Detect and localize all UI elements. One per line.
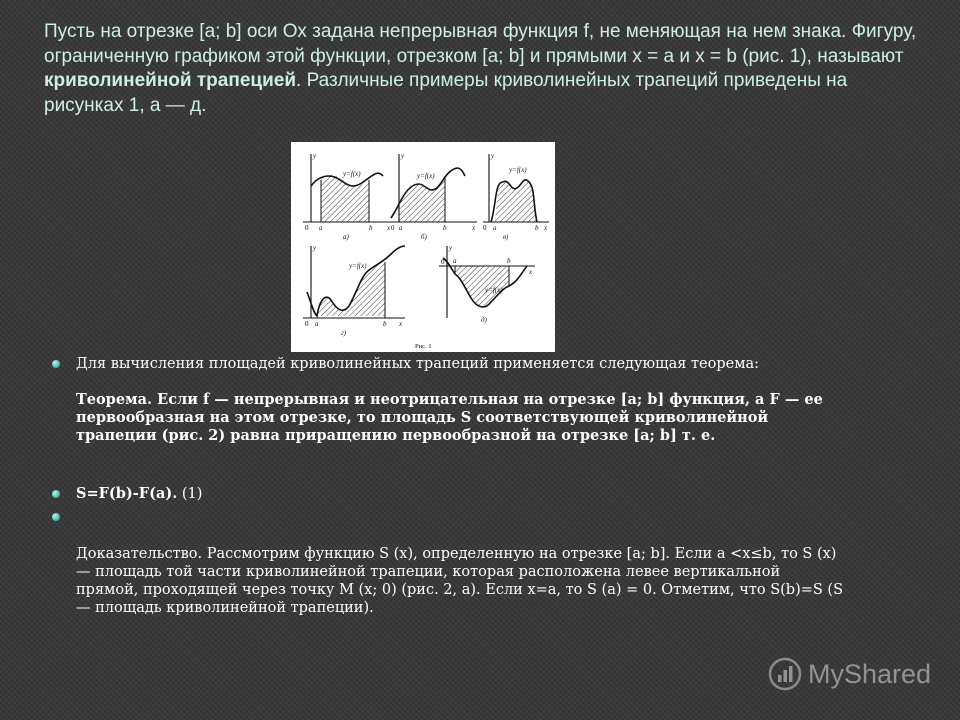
panel-a-b: b (369, 224, 373, 232)
theorem-line-2: первообразная на этом отрезке, то площадь S соответствующей криволинейной (76, 409, 769, 426)
panel-e-x: x (529, 268, 533, 276)
panel-e-sub: д) (481, 316, 487, 324)
theorem-line-3: трапеции (рис. 2) равна приращению первообразной на отрезке [a; b] т. е. (76, 427, 716, 444)
proof-line-1: Доказательство. Рассмотрим функцию S (x), определенную на отрезке [a; b]. Если а <x≤b, то S (x) (76, 546, 837, 562)
panel-c-a: a (493, 224, 497, 232)
panel-b-a: a (399, 224, 403, 232)
panel-b-x: x (472, 224, 476, 232)
bullet-text-1: Для вычисления площадей криволинейных трапеций применяется следующая теорема: (76, 356, 760, 372)
formula (76, 485, 202, 503)
panel-b (391, 152, 477, 241)
bullet-marker-3 (52, 513, 60, 521)
panel-d-y: y (313, 244, 317, 252)
panel-e (439, 244, 535, 324)
panel-a-x: x (387, 224, 391, 232)
panel-b-sub: б) (421, 233, 427, 241)
panel-d (303, 244, 405, 337)
panel-b-fx: y=f(x) (417, 172, 435, 180)
panel-d-fx: y=f(x) (349, 262, 367, 270)
figure-svg (291, 142, 555, 352)
panel-a-a: a (319, 224, 323, 232)
panel-d-a: a (315, 320, 319, 328)
panel-d-x: x (399, 320, 403, 328)
panel-a (303, 152, 391, 241)
intro-text-2: . Различные примеры криволинейных трапеций приведены на рисунках 1, а — д. (44, 70, 848, 116)
formula-main: S=F(b)-F(a). (76, 485, 178, 502)
intro-term: криволинейной трапецией (44, 70, 297, 91)
panel-a-sub: а) (343, 233, 349, 241)
panel-a-fx: y=f(x) (343, 170, 361, 178)
myshared-logo-icon (768, 657, 802, 691)
panel-b-y: y (401, 152, 405, 160)
proof-line-3: прямой, проходящей через точку М (х; 0) (рис. 2, а). Если х=а, то S (а) = 0. Отметим, что S(b)=S (S (76, 582, 844, 598)
panel-a-origin: 0 (305, 224, 309, 232)
figure-curvilinear-trapezoids (291, 142, 555, 352)
myshared-logo (768, 654, 948, 694)
proof-line-4: — площадь криволинейной трапеции). (76, 600, 374, 616)
bullet-marker-1 (52, 360, 60, 368)
myshared-logo-text: MyShared (808, 658, 932, 689)
panel-c-sub: в) (503, 233, 509, 241)
panel-e-b: b (507, 257, 511, 265)
panel-d-b: b (383, 320, 387, 328)
panel-c-fx: y=f(x) (509, 166, 527, 174)
intro-text-1: Пусть на отрезке [а; b] оси Ох задана непрерывная функция f, не меняющая на нем знака. Фигуру, ограниченную графиком этой функции, отрезком [a; b] и прямыми х = а и х = b (рис. 1), называют (44, 21, 917, 67)
panel-e-y: y (449, 244, 453, 252)
panel-a-y: y (313, 152, 317, 160)
figure-caption: Рис. 1 (415, 343, 432, 350)
proof-line-2: — площадь той части криволинейной трапеции, которая расположена левее вертикальной (76, 564, 781, 580)
intro-paragraph (44, 20, 924, 118)
formula-ref: (1) (177, 486, 203, 502)
panel-c-origin: 0 (483, 224, 487, 232)
panel-e-origin: 0 (441, 258, 445, 266)
panel-d-sub: г) (341, 329, 347, 337)
panel-b-origin: 0 (391, 224, 395, 232)
panel-c-y: y (491, 152, 495, 160)
panel-b-b: b (443, 224, 447, 232)
theorem-line-1: Теорема. Если f — непрерывная и неотрицательная на отрезке [a; b] функция, а F — ее (76, 391, 823, 408)
panel-e-a: a (453, 257, 457, 265)
bullet-marker-2 (52, 490, 60, 498)
panel-c (483, 152, 549, 241)
panel-c-b: b (535, 224, 539, 232)
panel-e-fx: y=f(x) (485, 286, 503, 294)
panel-d-origin: 0 (305, 320, 309, 328)
panel-c-x: x (544, 224, 548, 232)
